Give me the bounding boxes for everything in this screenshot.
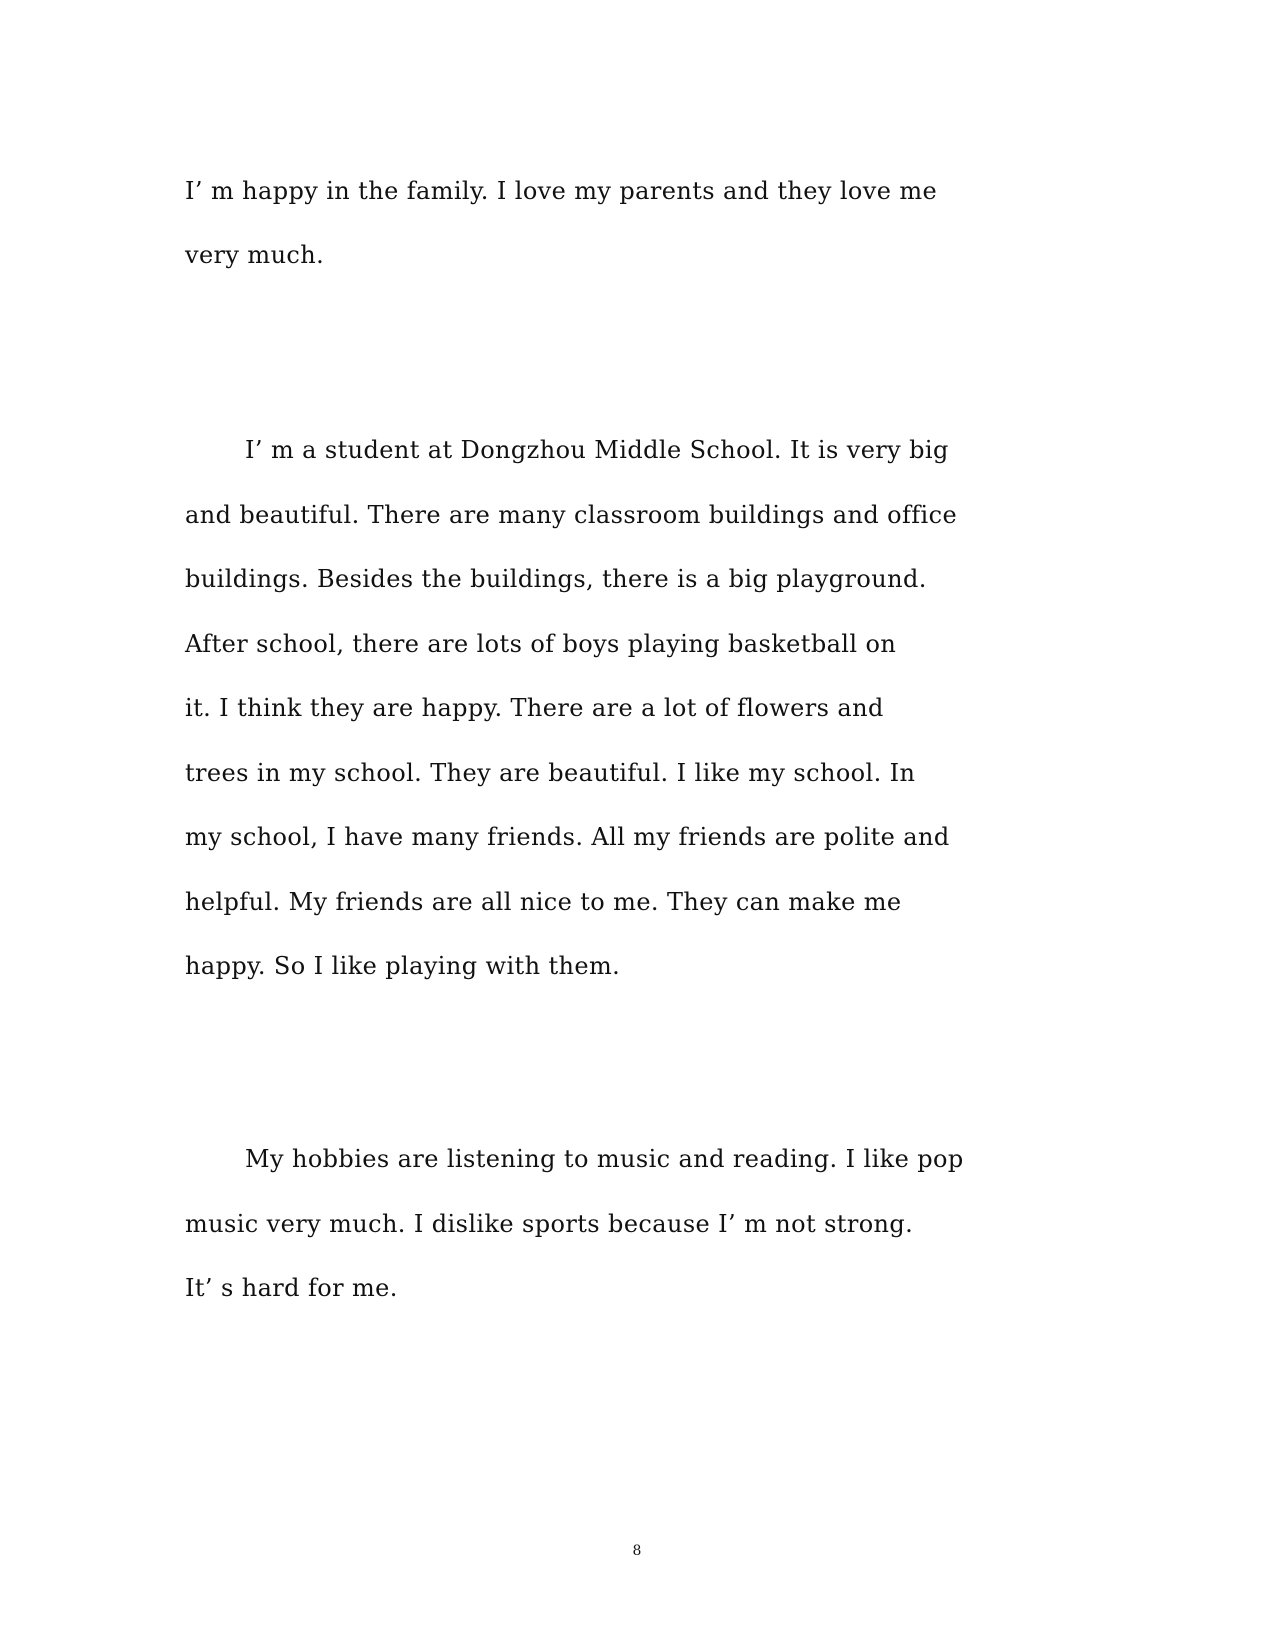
text-line: my school, I have many friends. All my friends are polite and	[185, 823, 950, 851]
text-line: I’ m happy in the family. I love my parents and they love me	[185, 177, 938, 205]
text-line: buildings. Besides the buildings, there is a big playground.	[185, 565, 927, 593]
text-line: very much.	[185, 241, 325, 269]
text-line: and beautiful. There are many classroom buildings and office	[185, 501, 958, 529]
text-line: happy. So I like playing with them.	[185, 952, 621, 980]
text-line: I’ m a student at Dongzhou Middle School. It is very big	[245, 436, 949, 464]
text-line: it. I think they are happy. There are a lot of flowers and	[185, 694, 884, 722]
text-line: My hobbies are listening to music and reading. I like pop	[245, 1145, 964, 1173]
text-line: trees in my school. They are beautiful. I like my school. In	[185, 759, 916, 787]
text-line: After school, there are lots of boys playing basketball on	[185, 630, 897, 658]
text-line: helpful. My friends are all nice to me. They can make me	[185, 888, 902, 916]
page-number: 8	[632, 1543, 642, 1559]
text-line: music very much. I dislike sports because I’ m not strong.	[185, 1210, 914, 1238]
text-line: It’ s hard for me.	[185, 1274, 398, 1302]
